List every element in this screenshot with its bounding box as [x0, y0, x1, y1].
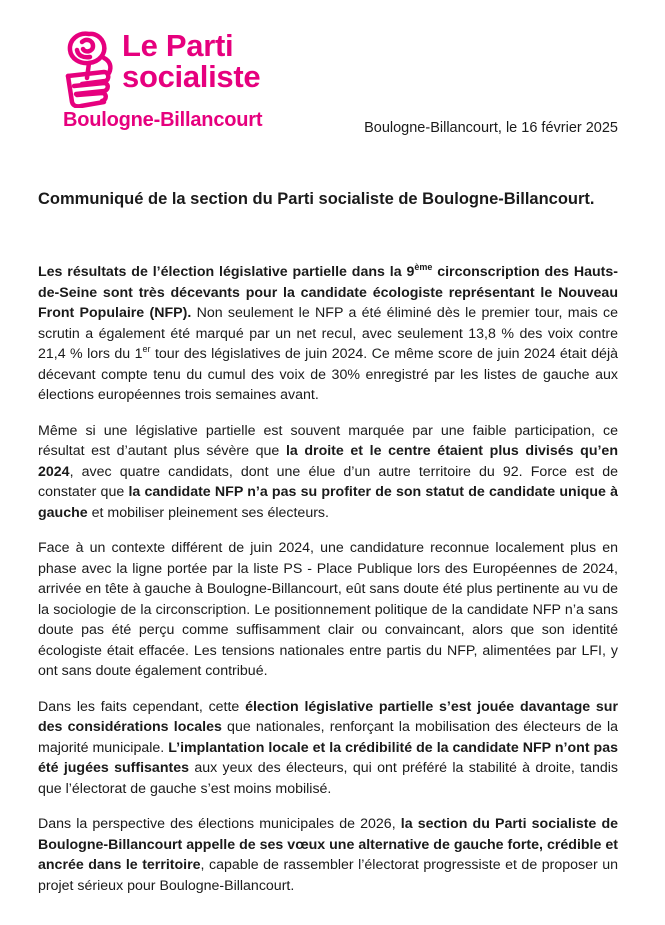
- paragraph-1: [38, 262, 618, 406]
- bold-text: L’implantation locale et la crédibilité de la candidate NFP n’ont pas été jugées suffisantes: [38, 739, 619, 776]
- dateline: Boulogne-Billancourt, le 16 février 2025: [364, 120, 618, 136]
- text: Dans la perspective des élections municipales de 2026,: [38, 816, 401, 832]
- press-release-title: Communiqué de la section du Parti socialiste de Boulogne-Billancourt.: [38, 190, 595, 208]
- bold-text: la candidate NFP n’a pas su profiter de son statut de candidate unique à gauche: [38, 484, 618, 521]
- text: , avec quatre candidats, dont une élue d’un autre territoire du 92. Force est de constater que: [38, 463, 618, 500]
- brand-line-1: Le Parti: [122, 28, 234, 63]
- text: aux yeux des électeurs, qui ont préféré la stabilité à droite, tandis que l’électorat de gauche s’est moins mobilisé.: [38, 760, 618, 797]
- text: Dans les faits cependant, cette: [38, 698, 246, 715]
- text: et mobiliser pleinement ses électeurs.: [87, 504, 329, 521]
- paragraph-5: [38, 814, 618, 896]
- press-release-body: [38, 262, 618, 911]
- bold-text: Les résultats de l’élection législative partielle dans la 9: [38, 264, 415, 280]
- bold-text: élection législative partielle s’est jouée davantage sur des considérations locales: [38, 698, 618, 735]
- rose-in-fist-icon: [60, 28, 118, 108]
- paragraph-4: [38, 697, 618, 800]
- bold-text: la droite et le centre étaient plus divisés qu’en 2024: [38, 443, 618, 480]
- text: Face à un contexte différent de juin 2024, une candidature reconnue localement plus en phase avec la ligne portée par la liste PS - Place Publique lors des Européennes de 2024, arrivée en tête à gauche à Boulogne-Billancourt, eût sans doute été plus pertinente au vu de la sociologie de la circonscription. Le positionnement politique de la candidate NFP n’a sans doute pas été perçu comme suffisamment clair ou convaincant, alors que son identité écologiste était effacée. Les tensions nationales entre partis du NFP, alimentées par LFI, y ont sans doute également contribué.: [38, 540, 618, 679]
- brand-name: [122, 30, 260, 92]
- superscript: ème: [414, 262, 433, 272]
- bold-text: circonscription des Hauts-de-Seine sont très décevants pour la candidate écologiste représentant le Nouveau Front Populaire (NFP).: [38, 264, 618, 321]
- section-city: Boulogne-Billancourt: [63, 109, 263, 131]
- text: Même si une législative partielle est souvent marquée par une faible participation, ce résultat est d’autant plus sévère que: [38, 422, 618, 459]
- text: Non seulement le NFP a été éliminé dès le premier tour, mais ce scrutin a également été marqué par un net recul, avec seulement 13,8 % des voix contre 21,4 % lors du 1: [38, 305, 619, 362]
- superscript: er: [142, 344, 151, 354]
- bold-text: la section du Parti socialiste de Boulogne-Billancourt appelle de ses vœux une alternative de gauche forte, crédible et ancrée dans le territoire: [38, 816, 618, 873]
- text: tour des législatives de juin 2024. Ce même score de juin 2024 était déjà décevant compte tenu du cumul des voix de 30% enregistré par les listes de gauche aux élections européennes trois semaines avant.: [38, 346, 618, 403]
- party-logo: [60, 28, 290, 138]
- paragraph-2: [38, 421, 618, 524]
- text: , capable de rassembler l’électorat progressiste et de proposer un projet sérieux pour Boulogne-Billancourt.: [38, 857, 618, 894]
- paragraph-3: [38, 538, 618, 682]
- text: que nationales, renforçant la mobilisation des électeurs de la majorité municipale.: [38, 719, 618, 756]
- brand-line-2: socialiste: [122, 59, 261, 94]
